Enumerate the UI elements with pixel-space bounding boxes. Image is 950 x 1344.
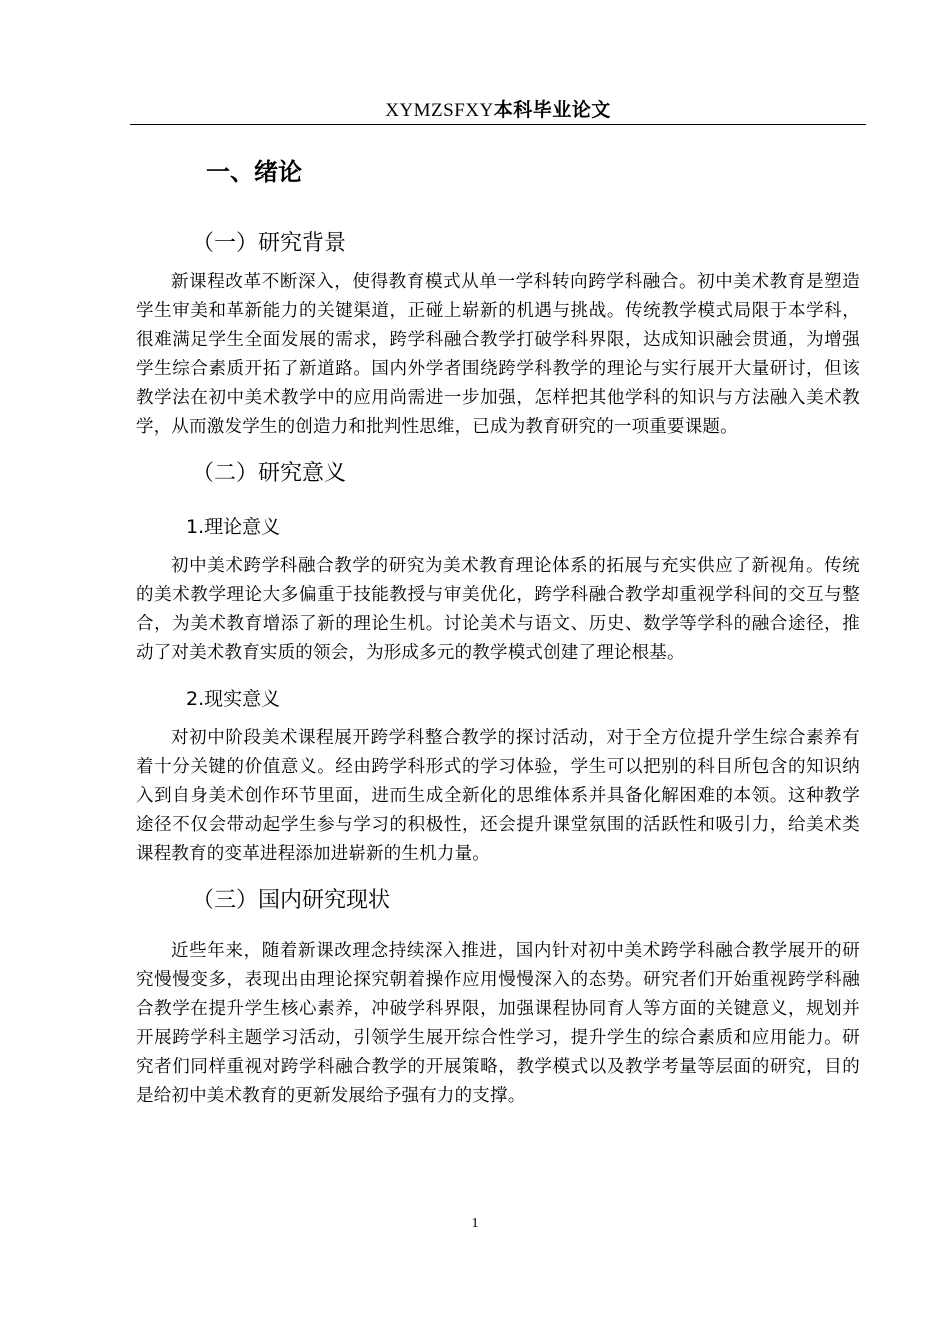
header-code: XYMZSFXY [385, 100, 494, 121]
header-title: 本科毕业论文 [493, 99, 611, 121]
chapter-title: 一、绪论 [206, 158, 302, 186]
theory-significance-title: 1.理论意义 [186, 516, 281, 538]
practice-significance-title: 2.现实意义 [186, 688, 281, 710]
body-content [136, 148, 860, 1111]
header-rule [130, 124, 866, 125]
section-significance-title: （二）研究意义 [192, 461, 347, 486]
background-paragraph: 新课程改革不断深入，使得教育模式从单一学科转向跨学科融合。初中美术教育是塑造学生审美和革新能力的关键渠道，正碰上崭新的机遇与挑战。传统教学模式局限于本学科，很难满足学生全面发展的需求，跨学科融合教学打破学科界限，达成知识融会贯通，为增强学生综合素质开拓了新道路。国内外学者围绕跨学科教学的理论与实行展开大量研讨，但该教学法在初中美术教学中的应用尚需进一步加强，怎样把其他学科的知识与方法融入美术教学，从而激发学生的创造力和批判性思维，已成为教育研究的一项重要课题。 [136, 272, 860, 437]
section-background-title: （一）研究背景 [192, 231, 347, 256]
domestic-paragraph: 近些年来，随着新课改理念持续深入推进，国内针对初中美术跨学科融合教学展开的研究慢慢变多，表现出由理论探究朝着操作应用慢慢深入的态势。研究者们开始重视跨学科融合教学在提升学生核心素养，冲破学科界限，加强课程协同育人等方面的关键意义，规划并开展跨学科主题学习活动，引领学生展开综合性学习，提升学生的综合素质和应用能力。研究者们同样重视对跨学科融合教学的开展策略，教学模式以及教学考量等层面的研究，目的是给初中美术教育的更新发展给予强有力的支撑。 [136, 941, 860, 1106]
section-domestic-title: （三）国内研究现状 [192, 888, 391, 913]
page-number: 1 [471, 1216, 479, 1231]
practice-paragraph: 对初中阶段美术课程展开跨学科整合教学的探讨活动，对于全方位提升学生综合素养有着十分关键的价值意义。经由跨学科形式的学习体验，学生可以把别的科目所包含的知识纳入到自身美术创作环节里面，进而生成全新化的思维体系并具备化解困难的本领。这种教学途径不仅会带动起学生参与学习的积极性，还会提升课堂氛围的活跃性和吸引力，给美术类课程教育的变革进程添加进崭新的生机力量。 [136, 728, 860, 864]
running-header [130, 96, 866, 124]
theory-paragraph: 初中美术跨学科融合教学的研究为美术教育理论体系的拓展与充实供应了新视角。传统的美术教学理论大多偏重于技能教授与审美优化，跨学科融合教学却重视学科间的交互与整合，为美术教育增添了新的理论生机。讨论美术与语文、历史、数学等学科的融合途径，推动了对美术教育实质的领会，为形成多元的教学模式创建了理论根基。 [136, 556, 860, 663]
